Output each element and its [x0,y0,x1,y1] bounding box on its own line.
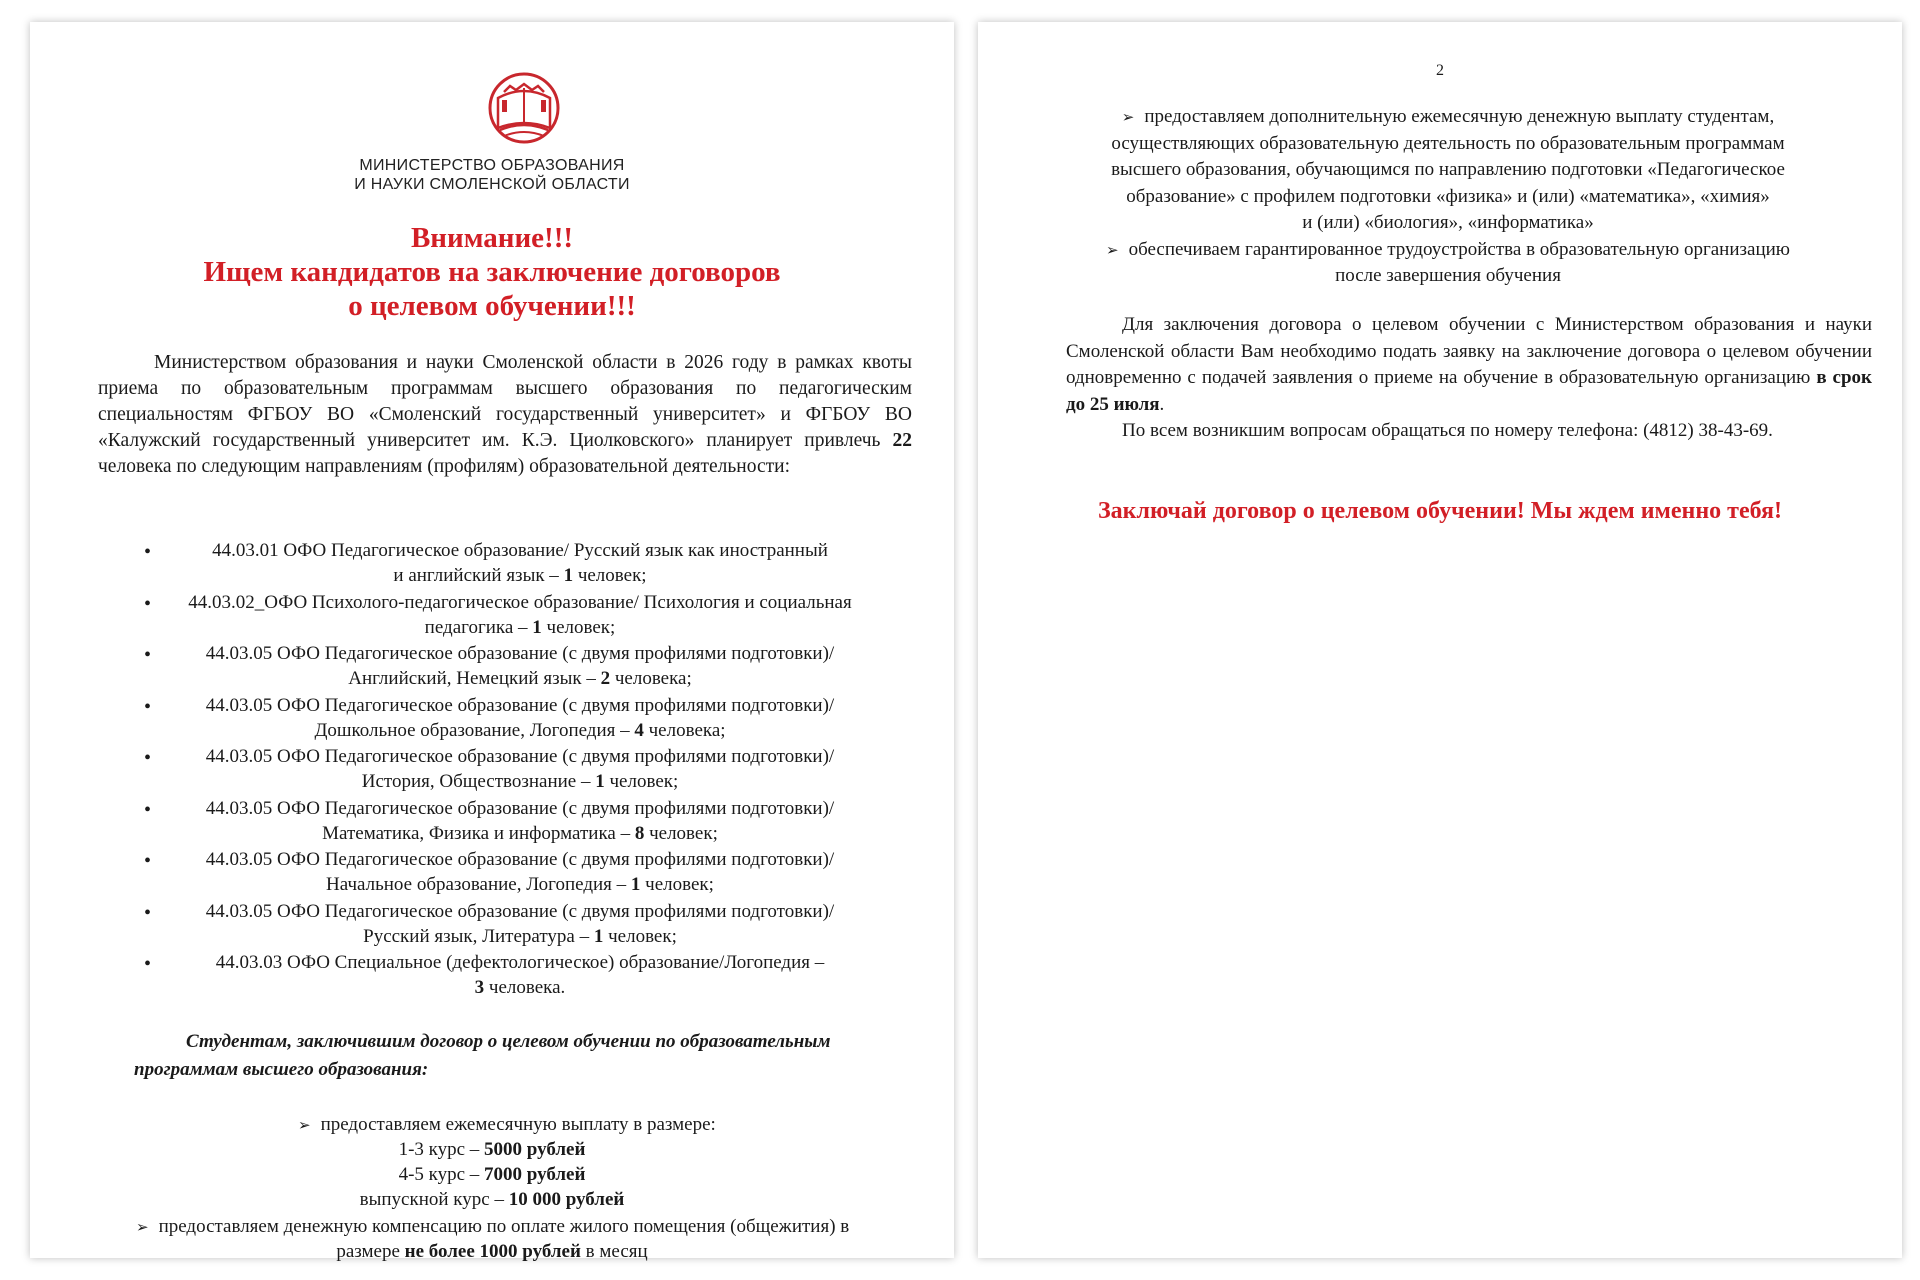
arrow-bullet-icon: ➢ [1121,108,1135,126]
intro-count: 22 [892,430,913,451]
employment-line2: после завершения обучения [1335,265,1561,286]
course-label: 1-3 курс – [398,1139,480,1160]
arrow-bullet-icon: ➢ [1106,240,1119,259]
direction-item [150,899,890,949]
deadline-text: в срок до 25 июля [1066,367,1872,415]
direction-code-line: 44.03.05 ОФО Педагогическое образование (с двумя профилями подготовки)/ [205,746,835,767]
course-label: выпускной курс – [359,1189,504,1210]
direction-unit: человек; [546,616,616,638]
employment-text: обеспечиваем гарантированное трудоустройства в образовательную организацию [1128,238,1790,260]
direction-unit: человек; [645,874,714,895]
housing-text: предоставляем денежную компенсацию по оплате жилого помещения (общежития) в [158,1216,850,1237]
direction-profile: Математика, Физика и информатика – [322,822,631,844]
direction-item [150,538,890,588]
direction-item [150,796,890,846]
payment-intro [298,1112,716,1138]
page-number: 2 [1436,62,1444,79]
direction-count: 1 [630,874,641,895]
direction-unit: человек; [609,771,679,792]
direction-count: 8 [634,822,645,844]
direction-code-line: 44.03.01 ОФО Педагогическое образование/ Русский язык как иностранный [212,540,828,561]
direction-count: 4 [634,719,644,741]
extra-payment-line1 [1058,104,1838,131]
direction-count: 1 [595,771,605,792]
direction-item [150,693,890,743]
course-amount: 5000 рублей [484,1139,586,1160]
extra-payment-block [1058,104,1838,290]
direction-unit: человек; [577,565,647,586]
arrow-bullet-icon: ➢ [298,1116,311,1134]
intro-text: Министерством образования и науки Смоленской области в 2026 году в рамках квоты приема по образовательным программам высшего образования по педагогическим специальностям ФГБОУ ВО «Смоленский государственный университет» и ФГБОУ ВО «Калужский государственный университет им. К.Э. Циолковского» планирует привлечь [98,352,912,451]
direction-item [150,847,890,897]
direction-unit: человека. [488,977,566,998]
housing-post: в месяц [585,1241,648,1262]
course-amount: 7000 рублей [484,1164,586,1185]
extra-payment-line2: осуществляющих образовательную деятельность по образовательным программам [1111,132,1785,154]
direction-unit: человека; [614,668,692,689]
directions-list [150,538,890,1002]
housing-pre: размере [336,1241,400,1262]
direction-code-line: 44.03.02_ОФО Психолого-педагогическое образование/ Психология и социальная [188,591,852,613]
title-line2: Ищем кандидатов на заключение договоров [203,256,781,288]
payment-course-4-5 [30,1162,954,1187]
title-line1: Внимание!!! [410,222,574,254]
document-page-1 [30,22,954,1262]
direction-count: 1 [532,616,542,638]
housing-line2 [30,1239,954,1264]
extra-payment-line5: и (или) «биология», «информатика» [1302,212,1594,233]
direction-item [150,590,890,640]
extra-payment-line3: высшего образования, обучающимся по направлению подготовки «Педагогическое [1111,159,1785,180]
direction-count: 1 [563,565,574,586]
direction-unit: человека; [648,719,726,741]
contract-text: Для заключения договора о целевом обучении с Министерством образования и науки Смоленской области Вам необходимо подать заявку на заключение договора о целевом обучении одновременно с подачей заявления о приеме на обучение в образовательную организацию [1066,314,1872,388]
ministry-logo [480,58,568,162]
students-heading: Студентам, заключившим договор о целевом обучении по образовательным программам высшего образования: [134,1031,831,1080]
ministry-name-line2: И НАУКИ СМОЛЕНСКОЙ ОБЛАСТИ [354,176,630,193]
direction-profile: Начальное образование, Логопедия – [326,874,627,895]
direction-code-line: 44.03.05 ОФО Педагогическое образование (с двумя профилями подготовки)/ [205,694,835,716]
direction-count: 3 [474,977,485,998]
course-amount: 10 000 рублей [508,1189,625,1210]
direction-profile: и английский язык – [393,565,559,586]
extra-payment-text: предоставляем дополнительную ежемесячную денежную выплату студентам, [1144,106,1775,127]
direction-code-line: 44.03.03 ОФО Специальное (дефектологическое) образование/Логопедия – [215,952,825,973]
ministry-name-line1: МИНИСТЕРСТВО ОБРАЗОВАНИЯ [359,157,625,174]
title-line3: о целевом обучении!!! [348,290,636,322]
intro-paragraph [98,350,912,480]
direction-profile: Английский, Немецкий язык – [348,668,596,689]
employment-line1 [1058,237,1838,264]
payment-intro-text: предоставляем ежемесячную выплату в размере: [320,1114,716,1135]
payment-course-1-3 [30,1137,954,1162]
closing-slogan: Заключай договор о целевом обучении! Мы ждем именно тебя! [1097,498,1782,524]
direction-code-line: 44.03.05 ОФО Педагогическое образование (с двумя профилями подготовки)/ [205,643,835,664]
questions-text: По всем возникшим вопросам обращаться по номеру телефона: (4812) 38-43-69. [1122,420,1773,441]
direction-profile: Русский язык, Литература – [363,925,590,947]
contract-paragraph [1066,312,1872,445]
course-label: 4-5 курс – [398,1164,480,1185]
intro-tail: человека по следующим направлениям (профилям) образовательной деятельности: [98,456,790,477]
housing-amount: не более 1000 рублей [404,1241,581,1262]
payment-course-final [30,1187,954,1212]
direction-unit: человек; [649,822,718,844]
direction-code-line: 44.03.05 ОФО Педагогическое образование (с двумя профилями подготовки)/ [205,797,835,819]
document-page-2 [978,22,1902,1258]
direction-item [150,744,890,794]
extra-payment-line4: образование» с профилем подготовки «физика» и (или) «математика», «химия» [1126,185,1770,207]
direction-profile: педагогика – [424,616,528,638]
housing-line1 [136,1214,849,1240]
direction-count: 2 [600,668,611,689]
direction-code-line: 44.03.05 ОФО Педагогическое образование (с двумя профилями подготовки)/ [205,849,835,870]
direction-item [150,950,890,1000]
direction-count: 1 [593,925,604,947]
direction-code-line: 44.03.05 ОФО Педагогическое образование (с двумя профилями подготовки)/ [205,900,835,922]
deadline-end: . [1159,393,1165,415]
direction-profile: История, Обществознание – [361,771,591,792]
arrow-bullet-icon: ➢ [136,1218,149,1236]
direction-profile: Дошкольное образование, Логопедия – [314,719,630,741]
direction-unit: человек; [608,925,677,947]
direction-item [150,641,890,691]
